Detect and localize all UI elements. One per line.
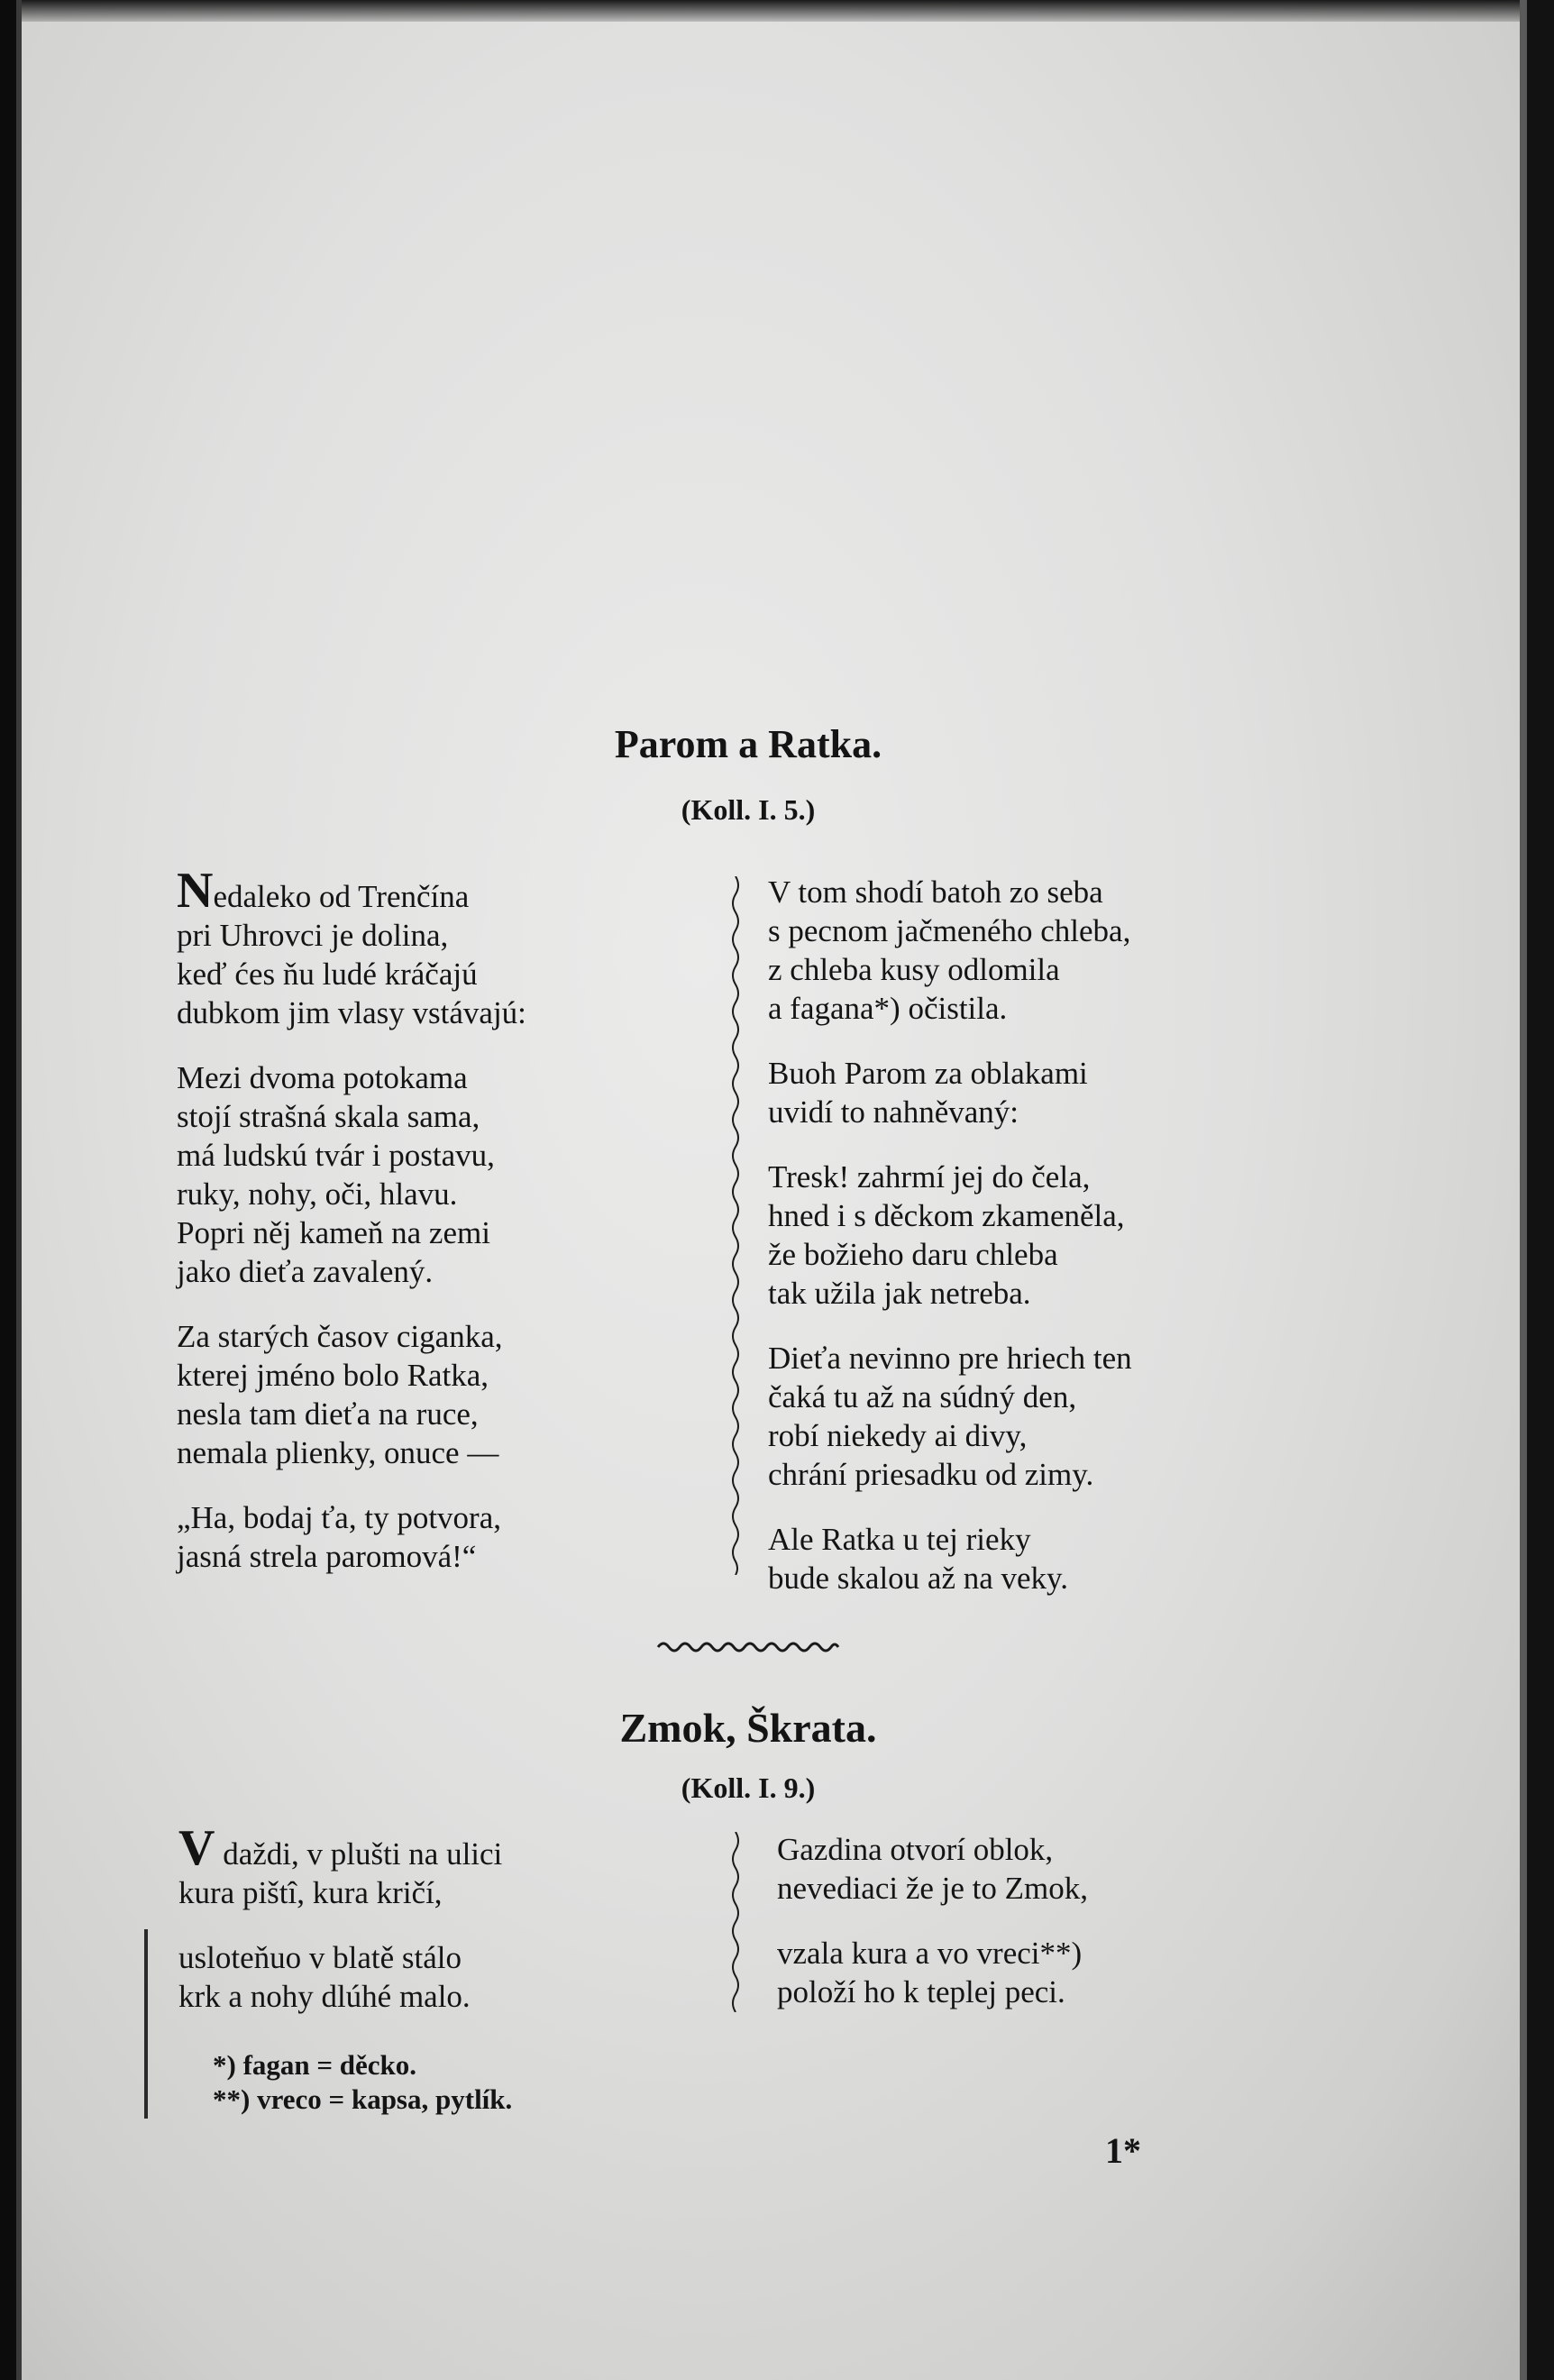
verse-line: čaká tu až na súdný den,	[768, 1379, 1077, 1414]
stanza	[178, 1938, 502, 2016]
verse-line: a fagana*) očistila.	[768, 991, 1008, 1026]
verse-line: kterej jméno bolo Ratka,	[177, 1358, 489, 1393]
verse-line: stojí strašná skala sama,	[177, 1099, 480, 1134]
section-separator-ornament	[656, 1637, 840, 1657]
page-number: 1*	[1105, 2130, 1141, 2171]
poem2-source: (Koll. I. 9.)	[681, 1771, 816, 1804]
verse-line: Gazdina otvorí oblok,	[777, 1832, 1054, 1867]
stanza	[768, 1520, 1132, 1597]
verse-line: má ludskú tvár i postavu,	[177, 1138, 495, 1173]
drop-cap: V	[178, 1820, 215, 1876]
verse-line: V tom shodí batoh zo seba	[768, 874, 1103, 910]
footnote: *) fagan = děcko.	[213, 2049, 417, 2081]
verse-line: ruky, nohy, oči, hlavu.	[177, 1176, 458, 1212]
verse-line: Nedaleko od Trenčína	[177, 863, 470, 919]
verse-line: keď ćes ňu ludé kráčajú	[177, 957, 478, 992]
stanza	[768, 873, 1132, 1028]
verse-line: s pecnom jačmeného chleba,	[768, 913, 1131, 948]
verse-line: krk a nohy dlúhé malo.	[178, 1979, 471, 2014]
verse-line: Ale Ratka u tej rieky	[768, 1522, 1031, 1557]
verse-line: dubkom jim vlasy vstávajú:	[177, 995, 526, 1030]
verse-line: Mezi dvoma potokama	[177, 1060, 468, 1095]
verse-line: chrání priesadku od zimy.	[768, 1457, 1094, 1492]
drop-cap: N	[177, 863, 214, 919]
stanza	[768, 1339, 1132, 1494]
verse-line: kura pištî, kura kričí,	[178, 1875, 443, 1910]
verse-line: uvidí to nahněvaný:	[768, 1094, 1019, 1130]
stanza	[777, 1830, 1088, 1908]
poem1-left-column	[177, 863, 526, 1576]
verse-line: Tresk! zahrmí jej do čela,	[768, 1159, 1091, 1195]
poem1-title: Parom a Ratka.	[614, 722, 882, 766]
verse-line: nevediaci že je to Zmok,	[777, 1871, 1088, 1906]
poem2-left-column	[178, 1820, 503, 2016]
scan-edge-top	[0, 0, 1554, 22]
verse-line: nesla tam dieťa na ruce,	[177, 1396, 479, 1432]
column-divider-brace	[728, 876, 743, 1575]
verse-line: jako dieťa zavalený.	[177, 1254, 434, 1289]
footnotes	[213, 2048, 512, 2117]
stanza	[177, 1058, 526, 1291]
verse-line: nemala plienky, onuce —	[177, 1435, 499, 1470]
stanza	[777, 1934, 1088, 2011]
verse-line: Buoh Parom za oblakami	[768, 1056, 1088, 1091]
verse-line: Za starých časov ciganka,	[177, 1319, 503, 1354]
verse-line: hned i s děckom zkameněla,	[768, 1198, 1125, 1233]
stanza	[768, 1054, 1132, 1131]
scan-edge-right-shade	[1520, 0, 1527, 2380]
verse-line: „Ha, bodaj ťa, ty potvora,	[177, 1500, 501, 1535]
footnote: **) vreco = kapsa, pytlík.	[213, 2083, 513, 2115]
verse-line: Dieťa nevinno pre hriech ten	[768, 1341, 1132, 1376]
scan-edge-right	[1527, 0, 1554, 2380]
poem1-right-column	[768, 873, 1132, 1597]
stanza	[177, 1317, 526, 1472]
stanza	[768, 1158, 1132, 1313]
verse-line: V daždi, v plušti na ulici	[178, 1820, 503, 1876]
verse-line: jasná strela paromová!“	[177, 1539, 477, 1574]
scan-edge-left-shade	[16, 0, 22, 2380]
poem1-source: (Koll. I. 5.)	[681, 793, 816, 826]
verse-line: tak užila jak netreba.	[768, 1276, 1031, 1311]
verse-line: položí ho k teplej peci.	[777, 1974, 1065, 2009]
margin-mark	[144, 1929, 148, 2119]
verse-line: bude skalou až na veky.	[768, 1561, 1069, 1596]
verse-line: z chleba kusy odlomila	[768, 952, 1060, 987]
poem2-title: Zmok, Škrata.	[619, 1705, 877, 1751]
column-divider-brace	[728, 1832, 743, 2012]
verse-line: pri Uhrovci je dolina,	[177, 918, 449, 953]
scan-edge-left	[0, 0, 16, 2380]
verse-line: Popri něj kameň na zemi	[177, 1215, 490, 1250]
verse-line: robí niekedy ai divy,	[768, 1418, 1028, 1453]
verse-line: vzala kura a vo vreci**)	[777, 1936, 1083, 1971]
stanza	[178, 1820, 503, 1912]
stanza	[177, 1498, 526, 1576]
verse-line: že božieho daru chleba	[768, 1237, 1058, 1272]
verse-line: usloteňuo v blatě stálo	[178, 1940, 462, 1975]
poem2-right-column	[777, 1830, 1088, 2011]
stanza	[177, 863, 526, 1032]
